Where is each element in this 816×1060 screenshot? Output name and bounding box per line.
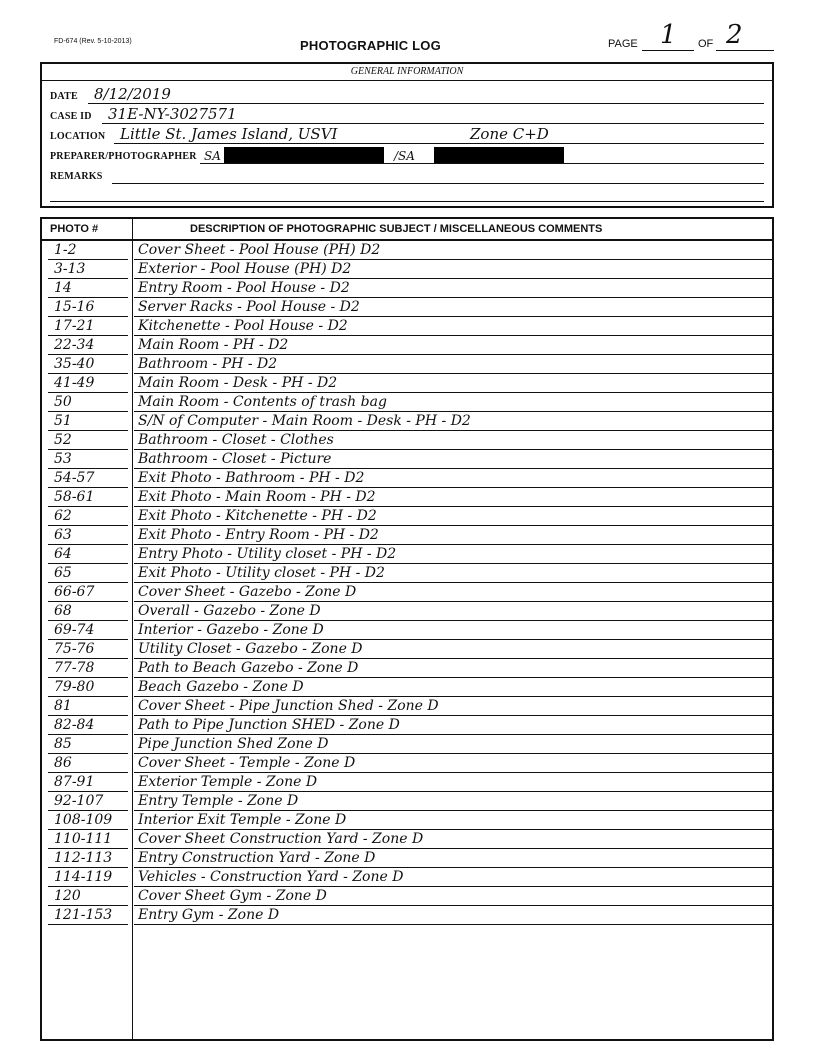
description-cell xyxy=(134,449,772,469)
table-row xyxy=(42,488,772,507)
photo-description[interactable]: Server Racks - Pool House - D2 xyxy=(138,299,360,315)
photo-description[interactable]: Main Room - Contents of trash bag xyxy=(138,394,387,410)
description-cell xyxy=(134,886,772,906)
photo-number[interactable]: 50 xyxy=(54,394,72,410)
table-row xyxy=(42,830,772,849)
photo-description[interactable]: Exit Photo - Entry Room - PH - D2 xyxy=(138,527,379,543)
photo-description[interactable]: Entry Photo - Utility closet - PH - D2 xyxy=(138,546,397,562)
description-cell xyxy=(134,867,772,887)
table-row xyxy=(42,659,772,678)
description-cell xyxy=(134,639,772,659)
photo-number-cell xyxy=(48,373,128,393)
date-label: DATE xyxy=(50,91,78,102)
photo-number-cell xyxy=(48,278,128,298)
remarks-continuation-line xyxy=(50,201,764,202)
general-information-section xyxy=(40,62,774,208)
photo-number-cell xyxy=(48,810,128,830)
table-row xyxy=(42,735,772,754)
photo-number-cell xyxy=(48,411,128,431)
description-cell xyxy=(134,829,772,849)
photo-number[interactable]: 75-76 xyxy=(54,641,95,657)
photo-description[interactable]: Entry Temple - Zone D xyxy=(138,793,299,809)
general-information-heading: GENERAL INFORMATION xyxy=(42,64,772,81)
description-header: DESCRIPTION OF PHOTOGRAPHIC SUBJECT / MISCELLANEOUS COMMENTS xyxy=(190,223,603,235)
redaction-box xyxy=(224,147,384,163)
photo-number[interactable]: 14 xyxy=(54,280,72,296)
photo-description[interactable]: Exit Photo - Bathroom - PH - D2 xyxy=(138,470,365,486)
table-row xyxy=(42,811,772,830)
photo-number-cell xyxy=(48,639,128,659)
table-row xyxy=(42,868,772,887)
location-label: LOCATION xyxy=(50,131,106,142)
photo-number-cell xyxy=(48,829,128,849)
photo-number-cell xyxy=(48,620,128,640)
description-cell xyxy=(134,772,772,792)
description-cell xyxy=(134,240,772,260)
table-row xyxy=(42,279,772,298)
photo-number[interactable]: 114-119 xyxy=(54,869,113,885)
photo-number[interactable]: 69-74 xyxy=(54,622,95,638)
photo-number[interactable]: 79-80 xyxy=(54,679,95,695)
photo-number[interactable]: 1-2 xyxy=(54,242,77,258)
table-row xyxy=(42,621,772,640)
photo-number-cell xyxy=(48,601,128,621)
photo-number-cell xyxy=(48,259,128,279)
photo-description[interactable]: Exterior Temple - Zone D xyxy=(138,774,318,790)
table-row xyxy=(42,374,772,393)
photo-description[interactable]: Exit Photo - Main Room - PH - D2 xyxy=(138,489,376,505)
preparer-label: PREPARER/PHOTOGRAPHER xyxy=(50,151,197,162)
description-cell xyxy=(134,506,772,526)
table-row xyxy=(42,792,772,811)
photo-number-cell xyxy=(48,525,128,545)
table-row xyxy=(42,393,772,412)
table-row xyxy=(42,241,772,260)
date-row xyxy=(50,86,764,104)
location-zone[interactable]: Zone C+D xyxy=(470,125,549,143)
description-cell xyxy=(134,411,772,431)
table-row xyxy=(42,583,772,602)
photo-description[interactable]: Entry Gym - Zone D xyxy=(138,907,280,923)
description-cell xyxy=(134,658,772,678)
table-row xyxy=(42,526,772,545)
photo-number-cell xyxy=(48,715,128,735)
photo-number[interactable]: 58-61 xyxy=(54,489,95,505)
description-cell xyxy=(134,525,772,545)
page-number-line xyxy=(642,50,694,51)
preparer-field[interactable]: SA xyxy=(204,149,221,163)
description-cell xyxy=(134,696,772,716)
photo-description[interactable]: Path to Pipe Junction SHED - Zone D xyxy=(138,717,400,733)
photo-description[interactable]: Cover Sheet - Pool House (PH) D2 xyxy=(138,242,381,258)
description-cell xyxy=(134,373,772,393)
photo-number-cell xyxy=(48,430,128,450)
photo-number[interactable]: 86 xyxy=(54,755,72,771)
table-row xyxy=(42,336,772,355)
photo-number-cell xyxy=(48,487,128,507)
photo-number[interactable]: 112-113 xyxy=(54,850,113,866)
location-line xyxy=(114,143,764,144)
table-row xyxy=(42,298,772,317)
photo-number-cell xyxy=(48,316,128,336)
photo-number[interactable]: 3-13 xyxy=(54,261,86,277)
photo-number[interactable]: 77-78 xyxy=(54,660,95,676)
description-cell xyxy=(134,259,772,279)
table-row xyxy=(42,564,772,583)
table-row xyxy=(42,640,772,659)
description-cell xyxy=(134,848,772,868)
photo-description[interactable]: Bathroom - Closet - Picture xyxy=(138,451,332,467)
photo-number-cell xyxy=(48,734,128,754)
case-id-row xyxy=(50,106,764,124)
preparer-line xyxy=(200,163,764,164)
photo-description[interactable]: Bathroom - PH - D2 xyxy=(138,356,278,372)
description-cell xyxy=(134,316,772,336)
header-divider xyxy=(132,219,133,239)
preparer-row xyxy=(50,146,764,164)
description-cell xyxy=(134,620,772,640)
photo-number-cell xyxy=(48,772,128,792)
photo-log-table xyxy=(40,217,774,1041)
photo-number-cell xyxy=(48,392,128,412)
photo-number[interactable]: 53 xyxy=(54,451,72,467)
table-row xyxy=(42,469,772,488)
location-row xyxy=(50,126,764,144)
photo-number[interactable]: 22-34 xyxy=(54,337,95,353)
photo-description[interactable]: Overall - Gazebo - Zone D xyxy=(138,603,321,619)
table-row xyxy=(42,716,772,735)
table-row xyxy=(42,355,772,374)
description-cell xyxy=(134,791,772,811)
table-row xyxy=(42,773,772,792)
table-row xyxy=(42,450,772,469)
photo-number[interactable]: 120 xyxy=(54,888,81,904)
page-title: PHOTOGRAPHIC LOG xyxy=(300,38,441,53)
photo-number-cell xyxy=(48,468,128,488)
photo-description[interactable]: Cover Sheet Construction Yard - Zone D xyxy=(138,831,424,847)
photo-description[interactable]: Entry Construction Yard - Zone D xyxy=(138,850,376,866)
description-cell xyxy=(134,487,772,507)
photo-number-cell xyxy=(48,563,128,583)
photo-description[interactable]: Main Room - PH - D2 xyxy=(138,337,289,353)
photo-number-cell xyxy=(48,848,128,868)
table-row xyxy=(42,887,772,906)
photo-number[interactable]: 85 xyxy=(54,736,72,752)
table-row xyxy=(42,317,772,336)
table-row xyxy=(42,507,772,526)
case-id-label: CASE ID xyxy=(50,111,92,122)
description-cell xyxy=(134,715,772,735)
remarks-label: REMARKS xyxy=(50,171,103,182)
photo-number-header: PHOTO # xyxy=(50,223,99,235)
photo-number-cell xyxy=(48,905,128,925)
table-row xyxy=(42,678,772,697)
photo-number[interactable]: 62 xyxy=(54,508,72,524)
description-cell xyxy=(134,734,772,754)
photo-description[interactable]: Beach Gazebo - Zone D xyxy=(138,679,304,695)
description-cell xyxy=(134,544,772,564)
photo-number-cell xyxy=(48,867,128,887)
description-cell xyxy=(134,392,772,412)
table-row xyxy=(42,697,772,716)
page-total: 2 xyxy=(726,20,743,50)
photo-number[interactable]: 66-67 xyxy=(54,584,95,600)
photo-number[interactable]: 121-153 xyxy=(54,907,113,923)
photo-number[interactable]: 82-84 xyxy=(54,717,95,733)
description-cell xyxy=(134,601,772,621)
photo-number[interactable]: 64 xyxy=(54,546,72,562)
remarks-continuation-row xyxy=(50,184,764,202)
photo-description[interactable]: Cover Sheet - Gazebo - Zone D xyxy=(138,584,357,600)
photo-number[interactable]: 110-111 xyxy=(54,831,113,847)
description-cell xyxy=(134,335,772,355)
description-cell xyxy=(134,753,772,773)
photo-number[interactable]: 17-21 xyxy=(54,318,95,334)
photo-number[interactable]: 87-91 xyxy=(54,774,95,790)
photo-description[interactable]: Exit Photo - Kitchenette - PH - D2 xyxy=(138,508,377,524)
photo-number-cell xyxy=(48,753,128,773)
photo-number[interactable]: 15-16 xyxy=(54,299,95,315)
photo-description[interactable]: Kitchenette - Pool House - D2 xyxy=(138,318,348,334)
photo-description[interactable]: Cover Sheet - Temple - Zone D xyxy=(138,755,356,771)
table-row xyxy=(42,754,772,773)
table-header xyxy=(42,219,772,241)
photo-description[interactable]: Cover Sheet Gym - Zone D xyxy=(138,888,327,904)
description-cell xyxy=(134,563,772,583)
photo-number[interactable]: 65 xyxy=(54,565,72,581)
photo-description[interactable]: Pipe Junction Shed Zone D xyxy=(138,736,329,752)
photo-number-cell xyxy=(48,886,128,906)
of-label: OF xyxy=(698,38,714,50)
photo-number[interactable]: 63 xyxy=(54,527,72,543)
form-id: FD-674 (Rev. 5-10-2013) xyxy=(54,38,132,45)
photo-number[interactable]: 52 xyxy=(54,432,72,448)
photo-number-cell xyxy=(48,696,128,716)
photo-number[interactable]: 51 xyxy=(54,413,72,429)
table-rows xyxy=(42,241,772,925)
photo-description[interactable]: Interior - Gazebo - Zone D xyxy=(138,622,324,638)
photo-description[interactable]: Utility Closet - Gazebo - Zone D xyxy=(138,641,363,657)
photo-number-cell xyxy=(48,240,128,260)
photo-number[interactable]: 41-49 xyxy=(54,375,95,391)
photo-number[interactable]: 54-57 xyxy=(54,470,95,486)
description-cell xyxy=(134,677,772,697)
date-field[interactable]: 8/12/2019 xyxy=(94,85,171,103)
photo-description[interactable]: Exit Photo - Utility closet - PH - D2 xyxy=(138,565,385,581)
description-cell xyxy=(134,430,772,450)
table-row xyxy=(42,412,772,431)
description-cell xyxy=(134,905,772,925)
photo-description[interactable]: Interior Exit Temple - Zone D xyxy=(138,812,347,828)
photo-number-cell xyxy=(48,449,128,469)
table-row xyxy=(42,545,772,564)
photo-number-cell xyxy=(48,658,128,678)
case-id-line xyxy=(102,123,764,124)
table-row xyxy=(42,906,772,925)
description-cell xyxy=(134,468,772,488)
photo-number-cell xyxy=(48,297,128,317)
page-number: 1 xyxy=(660,20,677,50)
table-row xyxy=(42,602,772,621)
photographer-field[interactable]: /SA xyxy=(394,149,415,163)
photo-number-cell xyxy=(48,791,128,811)
photo-description[interactable]: Vehicles - Construction Yard - Zone D xyxy=(138,869,404,885)
photo-description[interactable]: Main Room - Desk - PH - D2 xyxy=(138,375,338,391)
photo-number-cell xyxy=(48,677,128,697)
photo-number-cell xyxy=(48,544,128,564)
photo-number[interactable]: 81 xyxy=(54,698,72,714)
page-label: PAGE xyxy=(608,38,638,50)
description-cell xyxy=(134,810,772,830)
table-row xyxy=(42,849,772,868)
page-total-line xyxy=(716,50,774,51)
photo-description[interactable]: Cover Sheet - Pipe Junction Shed - Zone D xyxy=(138,698,439,714)
photo-number-cell xyxy=(48,335,128,355)
photo-description[interactable]: Path to Beach Gazebo - Zone D xyxy=(138,660,359,676)
remarks-row xyxy=(50,166,764,184)
photo-number-cell xyxy=(48,506,128,526)
photo-description[interactable]: Exterior - Pool House (PH) D2 xyxy=(138,261,352,277)
photo-number[interactable]: 92-107 xyxy=(54,793,104,809)
photo-description[interactable]: Bathroom - Closet - Clothes xyxy=(138,432,334,448)
description-cell xyxy=(134,278,772,298)
photo-number[interactable]: 68 xyxy=(54,603,72,619)
description-cell xyxy=(134,297,772,317)
photo-number-cell xyxy=(48,582,128,602)
photo-description[interactable]: S/N of Computer - Main Room - Desk - PH - D2 xyxy=(138,413,471,429)
description-cell xyxy=(134,582,772,602)
page-number-block xyxy=(608,20,778,54)
table-row xyxy=(42,431,772,450)
description-cell xyxy=(134,354,772,374)
photo-number[interactable]: 108-109 xyxy=(54,812,113,828)
photo-number[interactable]: 35-40 xyxy=(54,356,95,372)
case-id-field[interactable]: 31E-NY-3027571 xyxy=(108,105,237,123)
photo-description[interactable]: Entry Room - Pool House - D2 xyxy=(138,280,350,296)
location-field[interactable]: Little St. James Island, USVI xyxy=(120,125,338,143)
date-line xyxy=(88,103,764,104)
table-row xyxy=(42,260,772,279)
photo-number-cell xyxy=(48,354,128,374)
redaction-box xyxy=(434,147,564,163)
